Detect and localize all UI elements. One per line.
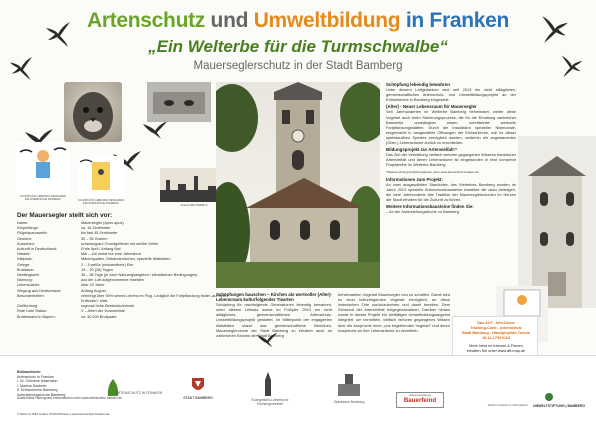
bottom-mid-text: beheimateten Vogelart Mauersegler neu zu schaffen. Damit wird es einer kulturfolgenden Vogelart ermöglicht, an diese historischen Orte zurückzukehren und damit bereiten. Dem Schwund der Artenvielfalt entgegenzuwirken. Darüber hinaus wurde in dieses Projekt ein vielfältiges Umweltbildungsangebot integriert, um vermitteln, vielfach verloren gegangenes Wissen über die Ansprüche einer „uns begleitenden Vogelart“ und deren Ansprüche an ihre Lebensräume zu vermitteln.	[338, 292, 450, 333]
profile-row-key: Nahrung:	[17, 278, 33, 283]
profile-row-key: Wegzug aus Deutschland:	[17, 288, 62, 293]
profile-row-key: Nistzeit:	[17, 252, 31, 257]
stadt-bamberg-logo-text: STADT BAMBERG	[183, 396, 213, 400]
profile-row-value: Mauersegler (Apus apus)	[81, 221, 124, 225]
profile-row	[17, 294, 230, 304]
profile-row-key: Brutbestand in Bayern:	[17, 314, 56, 319]
church-logo-text: Evangelisch-Lutherische Kirchengemeinde	[251, 398, 289, 406]
child-drawing-2-caption: SCHÖPFUNG LEBENDIG BEWAHREN ERLÖSERKIRCHE BAMBERG	[77, 199, 125, 205]
right-text-2: Seit Jahrhunderten im Welterbe Bamberg beheimatet, weiter diese Vogelart auch beim Sanierungsprozess, die für die Erhaltung zahlreicher Bauwerke unabdingbar waren, schrittweise wertvolle Fortpflanzungsstätten. Durch die Installation spezieller Nistmodule, eingebracht in ausgewählte Öffnungen der Erlöserkirche, soll es dieser spektakulären Spezies ermöglicht werden, weiterhin ein angestammtes (Ober-) Lebensräume zurück zu erschließen.	[386, 109, 516, 146]
flyer-line-6: erhalten Sie unter www.aff-map.de	[466, 349, 526, 353]
profile-row-value: schwarzgrau/ Grundgefieder mit weißer Kehle	[81, 241, 159, 246]
artenschutz-logo-icon	[104, 378, 122, 398]
profile-row-value: V – Arten der Vorwarnliste	[81, 309, 125, 314]
profile-row-key: Rote Liste Status:	[17, 309, 47, 314]
swift-silhouette-icon	[44, 20, 72, 48]
profile-row-value: 19 – 20 (26) Tagen	[81, 267, 113, 272]
title-artenschutz: Artenschutz	[86, 9, 205, 32]
swift-head-photo	[64, 82, 122, 142]
sparkasse-text: Sparkasse Bamberg	[333, 400, 365, 404]
right-text-1: Unter diesem Leitgedanken wird seit 2013 ein nicht alltägliches, gemeinschaftliches Artenschutz- und Umweltbildungsprojekt an der Erlöserkirche in Bamberg eingesetzt.	[386, 87, 516, 103]
profile-row-key: Name:	[17, 221, 29, 225]
right-text-4: An zwei ausgewählten Standorten des Welterbes Bamberg wurden im Jahre 2013 spezielle Artenschutzbausteine installiert die dazu beitragen, die viele Jahrhunderte alte Tradition der Mauerseglerkolonien im Herzen der Stadt erhalten für die Zukunft zu fuhren.	[386, 181, 516, 202]
erloeserkirche-logo-icon	[336, 372, 362, 398]
profile-row-value: ca. 16 Zentimeter	[81, 226, 111, 231]
right-heading-4: Informationen zum Projekt:	[386, 176, 443, 182]
profile-row-key: Nestlingszeit:	[17, 273, 40, 278]
profile-row-value: Ende April / Anfang Mai	[81, 247, 121, 252]
title-und: und	[210, 9, 249, 32]
profile-row-value: ca. 40.000 Brutpaare	[81, 314, 117, 319]
church-caption-block	[216, 292, 332, 340]
profile-row-key: Ankunft in Deutschland:	[17, 247, 58, 252]
profile-row-key: Lebensdauer:	[17, 283, 41, 288]
right-info-column	[386, 82, 516, 216]
skyline-poster-caption: Aktuell WELTERBE-Z	[180, 203, 208, 207]
profile-row-value: Mauerspalten, Gebäudenischen, spezielle Nistkästen	[81, 257, 171, 262]
right-heading-5: Weitere Informationsbausteine finden Sie:	[386, 204, 474, 210]
profile-row-value: Mai – Juli meist nur eine Jahresbrut	[81, 252, 141, 257]
credit-line: I. Dr. Christine Haarmann	[17, 379, 58, 384]
church-photo	[216, 82, 380, 288]
right-footnote: *Weitere Hintergrundinformationen unter www.artenschutz-franken.de	[386, 169, 479, 174]
profile-row-key: Körperlänge:	[17, 226, 39, 231]
poster-subtitle: „Ein Welterbe für die Turmschwalbe“	[148, 37, 448, 56]
swift-silhouette-icon	[8, 55, 34, 81]
profile-row-key: Besonderheiten:	[17, 293, 45, 298]
flyer-line-2: Tracking-Code - Artenschutz	[470, 326, 522, 330]
bottom-left-text: Schöpfung für nachfolgende Generationen lebendig bewahren, unter diesem Leitsatz wurde im Frühjahr 2013 ein nicht alltägliches, gemeinschaftliches Artenschutz-Umweltbildungsprojekt gestartet. Im Mittelpunkt der engagierten Aktivitäten stand das gemeinschaftliche Bemühen, Mauerseglerolonie der Stadt Bamberg zu erhalten auch an zahlreichen Kirchen der Stadt Bamberg	[216, 302, 332, 338]
profile-row-value: über 20 Jahre	[81, 283, 105, 288]
right-heading-2: (Alter) - Neuer Lebensraum für Mauersegler	[386, 104, 477, 110]
child-drawing-2	[78, 156, 124, 198]
profile-row-value: bis fast 45 Zentimeter	[81, 231, 118, 236]
credit-line: Artenschutz in Franken	[17, 374, 54, 379]
bauerfeind-logo	[396, 392, 444, 408]
credit-line: II. Erlöserkirche Bamberg	[17, 388, 58, 393]
right-heading-3: Bildungsprojekt zur Artenvielfalt:*	[386, 147, 457, 153]
profile-row-key: Nistplatz:	[17, 257, 33, 262]
umwelt-logo-icon	[544, 392, 554, 402]
credit-line: Auferstehungskirche Bamberg	[17, 392, 66, 397]
poster-subtitle-2: Mauerseglerschutz in der Stadt Bamberg	[193, 60, 403, 72]
credit-line: I. Markus Daubner	[17, 383, 47, 388]
credits-heading: Bildnachweis:	[17, 370, 42, 374]
swift-silhouette-icon	[142, 120, 168, 140]
title-in-franken: in Franken	[405, 9, 510, 32]
church-photo-caption: Schöpfungen bauschen – Kirchen als wertvoller (Alter)- Lebensraum kulturfolgender Tiearten	[216, 292, 332, 303]
right-heading-1: Schöpfung lebendig bewahren	[386, 82, 450, 87]
profile-row-value: 2 – 3 weiße (einwandfreie) Eier	[81, 262, 134, 267]
child-drawing-1	[16, 142, 70, 194]
profile-row-value: aus der Luft aufgenommene Insekten	[81, 278, 144, 283]
profile-row-value: 30 – 55 Gramm	[81, 236, 108, 241]
profile-row	[17, 315, 230, 320]
artenschutz-logo-text: ARTENSCHUTZ IN FRANKEN	[115, 391, 163, 395]
stadt-bamberg-logo-icon	[190, 376, 206, 394]
swift-silhouette-icon	[560, 54, 584, 78]
profile-row-key: Flügelspannweite:	[17, 231, 48, 236]
profile-row-value: 35 – 56 Tage (je nach Nahrungsangebot / klimatischen Bedingungen)	[81, 273, 198, 278]
nest-box-photo	[147, 82, 211, 122]
flyer-line-4: 16.12.1733 KA3	[482, 336, 510, 340]
footer-copyright: © Motiv im Wild GmbH, STOCKPhoto(+) www.artenschutz-franken.de	[17, 412, 110, 416]
flyer-line-3: Stadt Bamberg - Handprojekte-Termin	[461, 331, 531, 335]
bottom-mid-text-block	[338, 292, 450, 335]
profile-row-key: Brutdauer:	[17, 267, 35, 272]
child-drawing-1-caption: SCHÖPFUNG LEBENDIG BEWAHREN ERLÖSERKIRCHE BAMBERG	[19, 195, 67, 201]
church-logo-icon	[260, 372, 276, 396]
footer-credits	[17, 370, 107, 398]
profile-row-value: regional hohe Bestandsverluste	[81, 304, 135, 309]
profile-row-key: Gelege:	[17, 262, 31, 267]
profile-row-value: verbringt über 90% seines Lebens im Flug. Lediglich die Fortpflanzung findet „auf dem Erdboden“ statt.	[81, 293, 226, 304]
profile-heading: Der Mauersegler stellt sich vor:	[17, 212, 113, 219]
poster-title	[0, 9, 596, 33]
profile-row-value: Anfang August	[81, 288, 106, 293]
bauerfeind-top-text: Steuerverwaltung	[409, 393, 431, 397]
right-text-3: Das Ziel der Vermittlung vielfach verloren gegangenen Wissens frankischer Artenvielfalt und deren Lebensräume ist eingebunden in eine komplexe Projektreihe im Welterbe Bamberg.	[386, 152, 516, 168]
profile-row-key: Gefährdung:	[17, 304, 39, 309]
profile-table	[17, 221, 230, 320]
swift-profile	[17, 212, 230, 320]
flyer-line-5: Mehr Infos im Internet & Firmen	[469, 344, 523, 348]
swift-silhouette-icon	[540, 14, 570, 44]
right-bullet-1: – An der Auferstehungskirche zu Bamberg	[386, 209, 459, 215]
footer-web: Ausführliche Hintergrund-Informationen unter www.artenschutz-franken.de	[17, 396, 122, 400]
footer	[0, 355, 596, 427]
flyer-line-1: Das ALF - Info-Dome	[477, 321, 515, 325]
tower-photo	[518, 136, 596, 308]
umweltstiftung-text: UMWELTSTIFTUNG | BAMBERG	[533, 404, 585, 408]
title-umweltbildung: Umweltbildung	[253, 9, 401, 32]
bauerfeind-name: Bauerfeind	[403, 397, 437, 404]
profile-row-key: Aussehen:	[17, 241, 35, 246]
small-right-text: Weitere Hinweise zu Informationen	[487, 404, 529, 407]
profile-row-key: Gewicht:	[17, 236, 32, 241]
